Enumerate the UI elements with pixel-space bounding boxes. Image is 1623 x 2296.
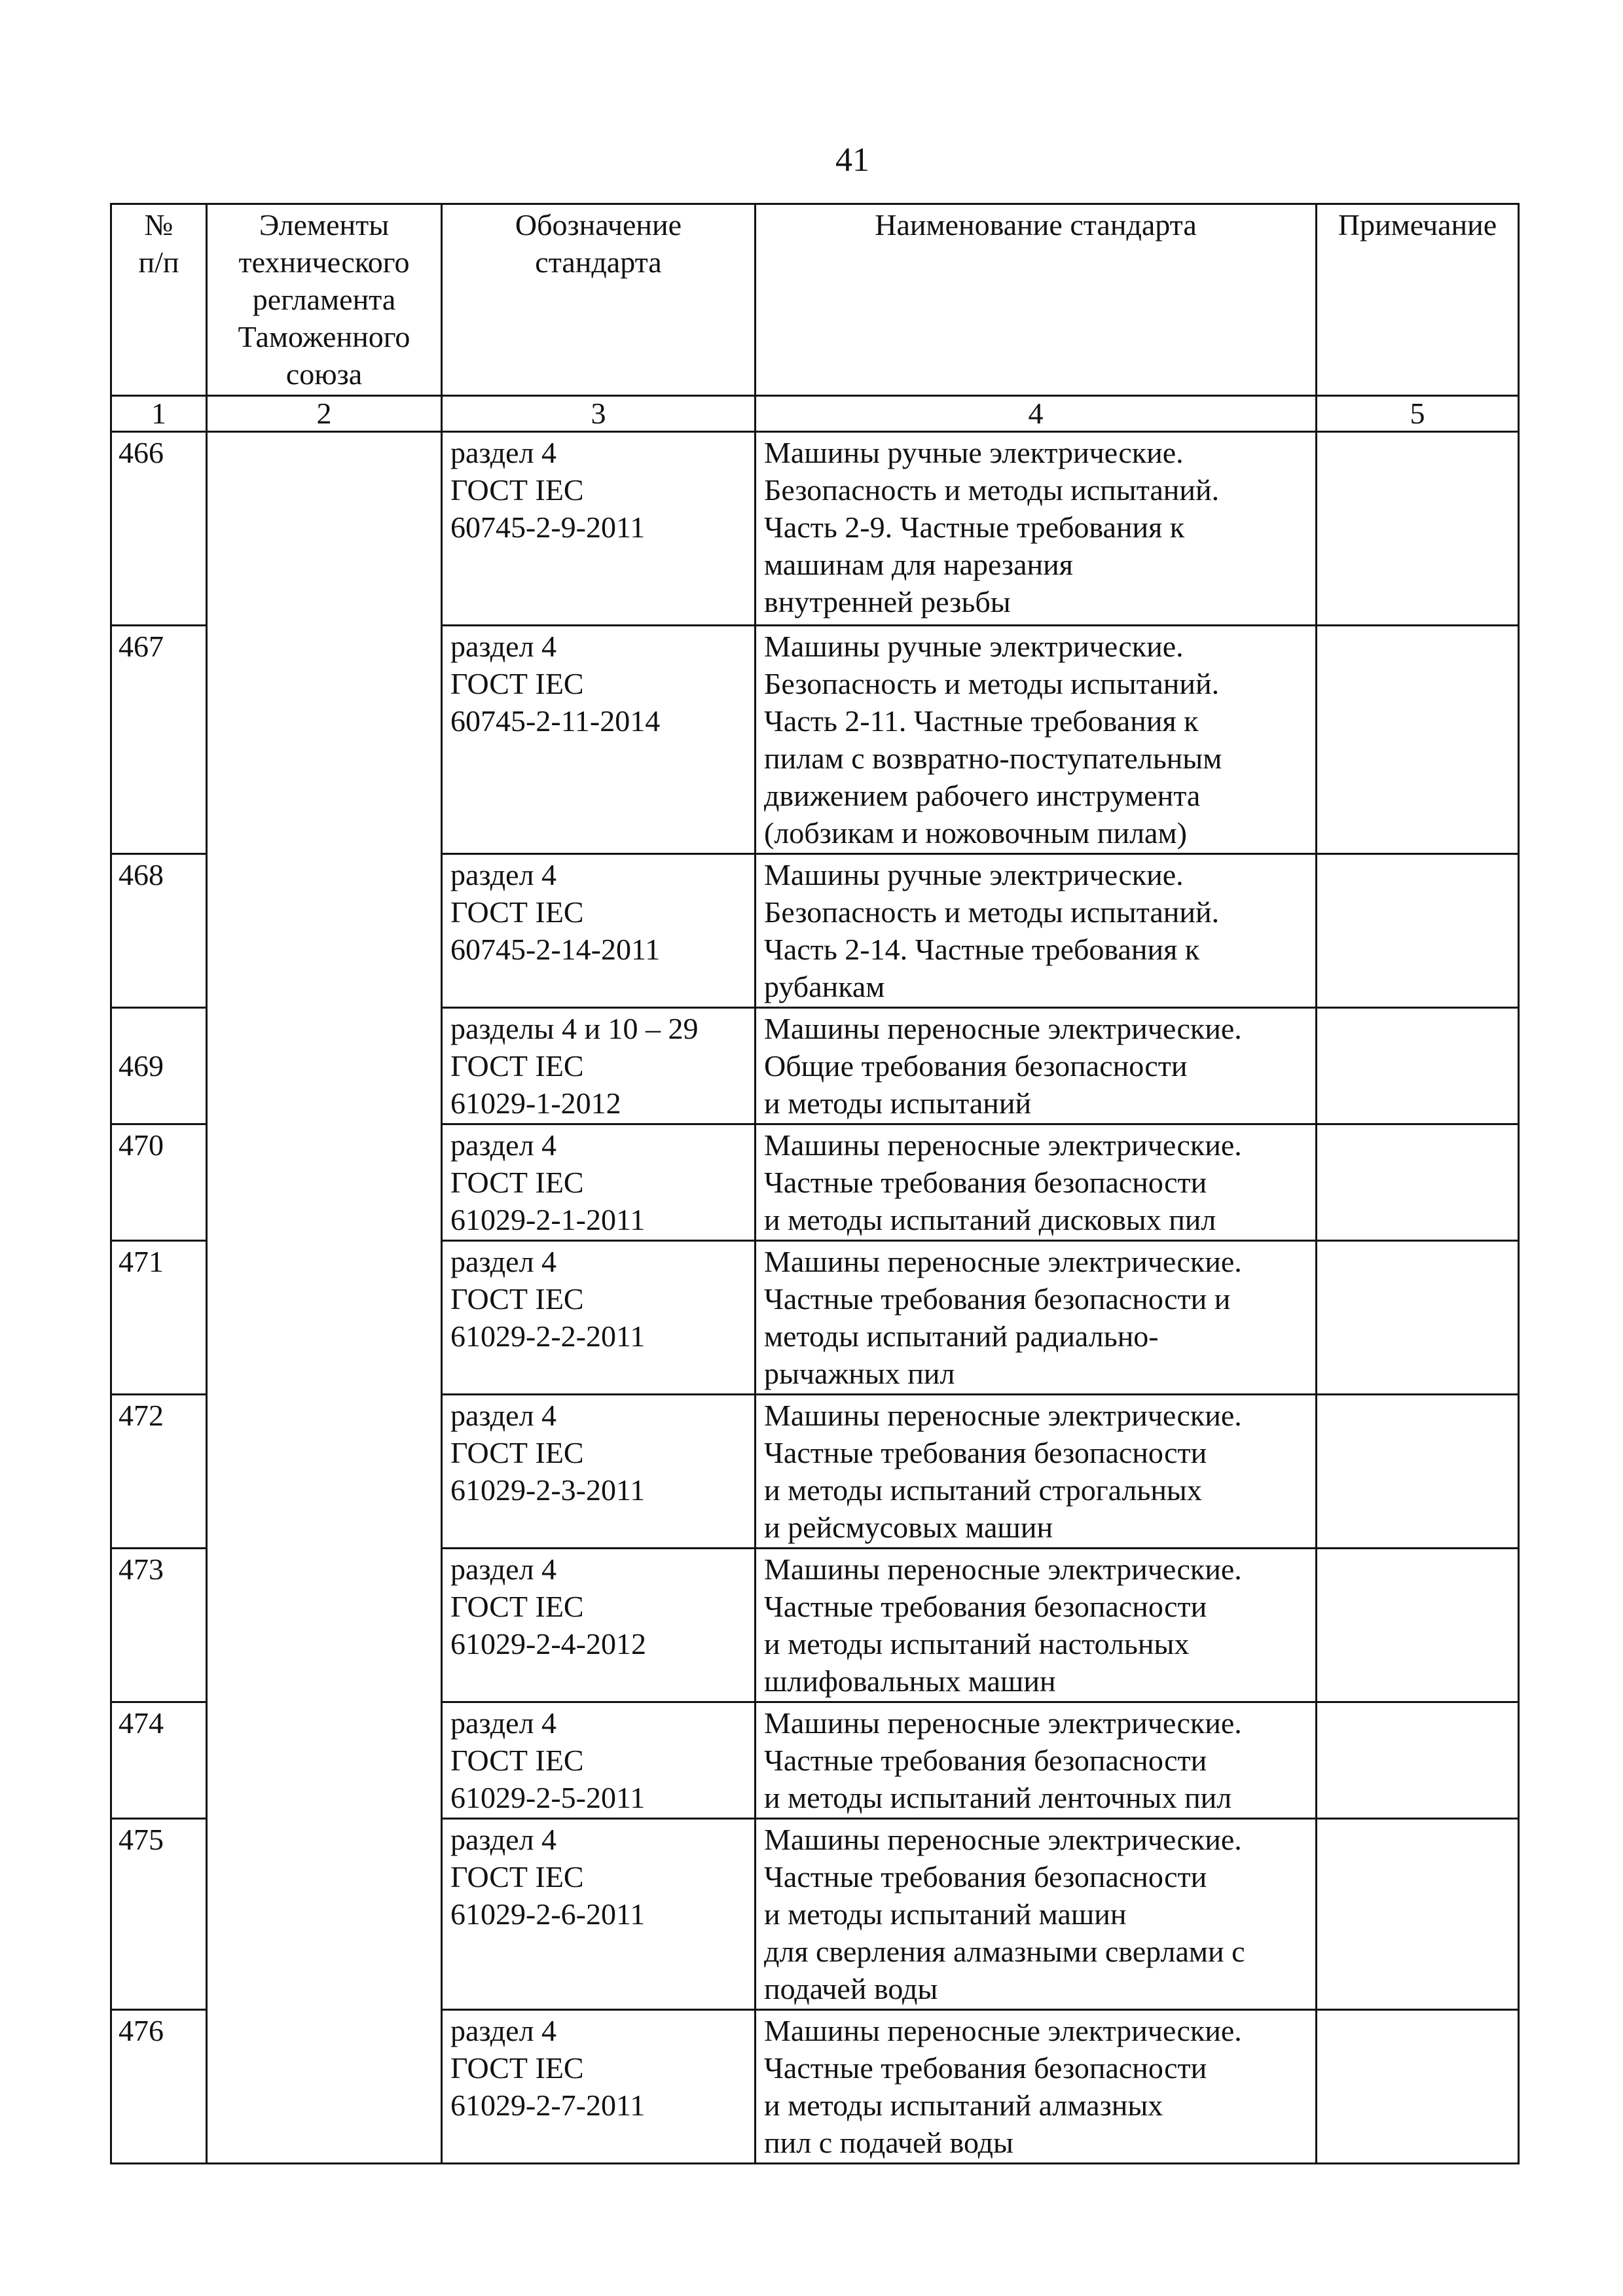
elements-cell [207,1395,442,1549]
name-line: Общие требования безопасности [764,1049,1188,1083]
name-line: пил с подачей воды [764,2126,1013,2159]
designation-line: ГОСТ IEC [450,1436,584,1469]
note-cell [1317,1702,1519,1819]
table-row [111,854,1519,1008]
standard-name-cell [756,1395,1317,1549]
designation-line: раздел 4 [450,1128,557,1162]
designation-line: 61029-2-1-2011 [450,1203,646,1236]
note-cell [1317,1549,1519,1702]
designation-line: ГОСТ IEC [450,1744,584,1777]
column-number-row [111,396,1519,432]
designation-line: 61029-2-4-2012 [450,1627,646,1660]
name-line: пилам с возвратно-поступательным [764,742,1222,775]
header-line: п/п [138,245,179,279]
name-line: движением рабочего инструмента [764,779,1201,812]
note-cell [1317,1395,1519,1549]
row-number: 474 [111,1702,207,1819]
column-number: 3 [442,396,756,432]
standard-name-cell [756,854,1317,1008]
designation-cell [442,432,756,626]
standard-name-cell [756,626,1317,854]
row-number: 475 [111,1819,207,2010]
row-number: 469 [111,1008,207,1124]
header-elements [207,204,442,396]
elements-cell [207,854,442,1008]
name-line: Частные требования безопасности [764,1436,1207,1469]
designation-line: 61029-2-6-2011 [450,1897,646,1931]
elements-cell [207,626,442,854]
designation-line: 61029-2-7-2011 [450,2089,646,2122]
designation-cell [442,2010,756,2164]
name-line: Частные требования безопасности [764,2051,1207,2085]
designation-line: ГОСТ IEC [450,473,584,507]
elements-cell [207,1008,442,1124]
table-row [111,1241,1519,1395]
table-row [111,1395,1519,1549]
name-line: Машины переносные электрические. [764,1399,1242,1432]
header-line: союза [285,357,363,391]
name-line: и методы испытаний [764,1086,1032,1120]
header-line: Примечание [1338,208,1497,242]
header-designation [442,204,756,396]
column-number: 1 [111,396,207,432]
name-line: Безопасность и методы испытаний. [764,473,1220,507]
name-line: Машины ручные электрические. [764,436,1184,469]
designation-line: ГОСТ IEC [450,1282,584,1316]
name-line: рычажных пил [764,1357,955,1390]
name-line: Машины переносные электрические. [764,1706,1242,1740]
elements-cell [207,1241,442,1395]
header-name [756,204,1317,396]
name-line: и методы испытаний машин [764,1897,1127,1931]
name-line: и методы испытаний строгальных [764,1473,1202,1507]
note-cell [1317,2010,1519,2164]
table-row [111,626,1519,854]
name-line: машинам для нарезания [764,548,1073,581]
name-line: Машины переносные электрические. [764,1823,1242,1856]
table-row [111,2010,1519,2164]
designation-line: ГОСТ IEC [450,1860,584,1893]
designation-cell [442,1241,756,1395]
name-line: Часть 2-9. Частные требования к [764,511,1185,544]
designation-line: 61029-2-2-2011 [450,1319,646,1353]
name-line: Машины ручные электрические. [764,630,1184,663]
row-number: 473 [111,1549,207,1702]
note-cell [1317,626,1519,854]
header-line: Элементы [259,208,390,242]
name-line: Частные требования безопасности [764,1590,1207,1623]
note-cell [1317,1124,1519,1241]
row-number: 472 [111,1395,207,1549]
designation-line: раздел 4 [450,1399,557,1432]
designation-line: ГОСТ IEC [450,667,584,700]
row-number: 476 [111,2010,207,2164]
row-number: 470 [111,1124,207,1241]
row-number: 468 [111,854,207,1008]
table-row [111,432,1519,626]
name-line: Частные требования безопасности [764,1744,1207,1777]
name-line: (лобзикам и ножовочным пилам) [764,816,1187,850]
designation-line: раздел 4 [450,436,557,469]
designation-cell [442,854,756,1008]
designation-cell [442,1124,756,1241]
elements-cell [207,1702,442,1819]
designation-line: раздел 4 [450,1245,557,1278]
name-line: и методы испытаний настольных [764,1627,1190,1660]
designation-line: раздел 4 [450,1706,557,1740]
header-row [111,204,1519,396]
column-number: 2 [207,396,442,432]
note-cell [1317,1008,1519,1124]
name-line: Машины переносные электрические. [764,2014,1242,2047]
standard-name-cell [756,1241,1317,1395]
name-line: и методы испытаний ленточных пил [764,1781,1232,1814]
standard-name-cell [756,1702,1317,1819]
designation-line: 60745-2-11-2014 [450,704,661,738]
name-line: методы испытаний радиально- [764,1319,1159,1353]
header-note [1317,204,1519,396]
standard-name-cell [756,1549,1317,1702]
designation-line: раздел 4 [450,630,557,663]
standard-name-cell [756,1819,1317,2010]
column-number: 5 [1317,396,1519,432]
name-line: Машины переносные электрические. [764,1128,1242,1162]
designation-cell [442,1702,756,1819]
designation-cell [442,626,756,854]
elements-cell [207,1549,442,1702]
header-line: регламента [252,283,396,316]
header-line: № [144,208,173,242]
standard-name-cell [756,2010,1317,2164]
name-line: Безопасность и методы испытаний. [764,667,1220,700]
name-line: Машины ручные электрические. [764,858,1184,891]
designation-line: 61029-2-3-2011 [450,1473,646,1507]
row-number: 467 [111,626,207,854]
header-line: Обозначение [515,208,682,242]
name-line: и рейсмусовых машин [764,1511,1053,1544]
table-row [111,1008,1519,1124]
row-number: 466 [111,432,207,626]
header-line: технического [238,245,410,279]
standards-table [110,203,1520,2164]
designation-line: разделы 4 и 10 – 29 [450,1012,699,1045]
name-line: Машины переносные электрические. [764,1245,1242,1278]
header-line: стандарта [535,245,662,279]
page-number: 41 [835,141,869,179]
elements-cell [207,2010,442,2164]
name-line: Безопасность и методы испытаний. [764,895,1220,929]
designation-line: раздел 4 [450,1823,557,1856]
designation-line: ГОСТ IEC [450,895,584,929]
name-line: подачей воды [764,1972,938,2005]
note-cell [1317,1241,1519,1395]
name-line: Машины переносные электрические. [764,1012,1242,1045]
designation-line: ГОСТ IEC [450,1590,584,1623]
name-line: Часть 2-11. Частные требования к [764,704,1199,738]
table-row [111,1549,1519,1702]
designation-line: 60745-2-14-2011 [450,933,661,966]
name-line: Машины переносные электрические. [764,1552,1242,1586]
designation-line: ГОСТ IEC [450,1049,584,1083]
standard-name-cell [756,432,1317,626]
designation-cell [442,1819,756,2010]
name-line: внутренней резьбы [764,585,1011,619]
designation-line: ГОСТ IEC [450,1166,584,1199]
standard-name-cell [756,1124,1317,1241]
table-row [111,1124,1519,1241]
designation-line: раздел 4 [450,1552,557,1586]
note-cell [1317,432,1519,626]
designation-line: 61029-1-2012 [450,1086,621,1120]
designation-cell [442,1395,756,1549]
elements-cell [207,432,442,626]
name-line: для сверления алмазными сверлами с [764,1935,1245,1968]
column-number: 4 [756,396,1317,432]
name-line: и методы испытаний дисковых пил [764,1203,1216,1236]
name-line: шлифовальных машин [764,1664,1056,1698]
name-line: Частные требования безопасности и [764,1282,1231,1316]
name-line: Частные требования безопасности [764,1860,1207,1893]
header-number [111,204,207,396]
name-line: рубанкам [764,970,885,1003]
table-row [111,1819,1519,2010]
note-cell [1317,854,1519,1008]
row-number: 471 [111,1241,207,1395]
header-line: Таможенного [238,320,410,353]
designation-line: 61029-2-5-2011 [450,1781,646,1814]
designation-line: 60745-2-9-2011 [450,511,646,544]
name-line: Частные требования безопасности [764,1166,1207,1199]
name-line: и методы испытаний алмазных [764,2089,1163,2122]
designation-line: ГОСТ IEC [450,2051,584,2085]
designation-line: раздел 4 [450,2014,557,2047]
designation-cell [442,1549,756,1702]
header-line: Наименование стандарта [875,208,1197,242]
elements-cell [207,1819,442,2010]
note-cell [1317,1819,1519,2010]
designation-cell [442,1008,756,1124]
table-row [111,1702,1519,1819]
elements-cell [207,1124,442,1241]
designation-line: раздел 4 [450,858,557,891]
name-line: Часть 2-14. Частные требования к [764,933,1200,966]
standard-name-cell [756,1008,1317,1124]
